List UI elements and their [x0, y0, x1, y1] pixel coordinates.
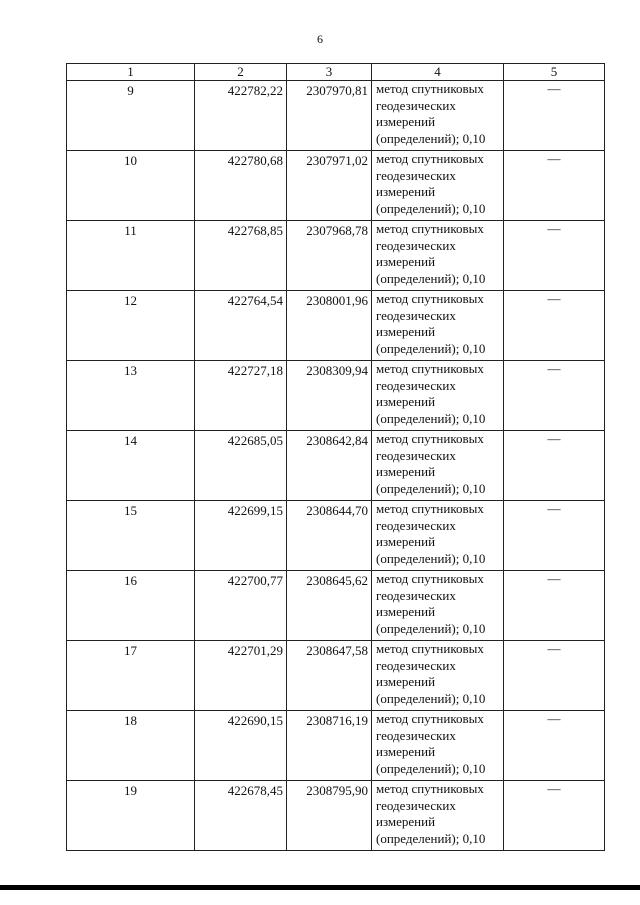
x-coordinate-cell: 422701,29 [195, 641, 287, 711]
x-coordinate-cell: 422727,18 [195, 361, 287, 431]
table-row [67, 781, 605, 851]
dash-cell: — [504, 431, 605, 501]
page-number: 6 [317, 32, 323, 46]
method-cell: метод спутниковых геодезических измерений (определений); 0,10 [372, 641, 504, 711]
table-row [67, 81, 605, 151]
point-number-cell: 19 [67, 781, 195, 851]
dash-cell: — [504, 781, 605, 851]
y-coordinate-cell: 2307968,78 [287, 221, 372, 291]
point-number-cell: 12 [67, 291, 195, 361]
header-cell-3: 3 [287, 64, 372, 81]
dash-cell: — [504, 641, 605, 711]
table-row [67, 501, 605, 571]
x-coordinate-cell: 422700,77 [195, 571, 287, 641]
x-coordinate-cell: 422678,45 [195, 781, 287, 851]
method-cell: метод спутниковых геодезических измерений (определений); 0,10 [372, 431, 504, 501]
dash-cell: — [504, 571, 605, 641]
y-coordinate-cell: 2308795,90 [287, 781, 372, 851]
point-number-cell: 17 [67, 641, 195, 711]
y-coordinate-cell: 2308645,62 [287, 571, 372, 641]
dash-cell: — [504, 361, 605, 431]
method-cell: метод спутниковых геодезических измерений (определений); 0,10 [372, 221, 504, 291]
y-coordinate-cell: 2307971,02 [287, 151, 372, 221]
header-cell-5: 5 [504, 64, 605, 81]
point-number-cell: 9 [67, 81, 195, 151]
method-cell: метод спутниковых геодезических измерений (определений); 0,10 [372, 571, 504, 641]
header-cell-1: 1 [67, 64, 195, 81]
x-coordinate-cell: 422699,15 [195, 501, 287, 571]
table-row [67, 641, 605, 711]
table-row [67, 431, 605, 501]
dash-cell: — [504, 501, 605, 571]
y-coordinate-cell: 2307970,81 [287, 81, 372, 151]
table-row [67, 291, 605, 361]
header-row [67, 64, 605, 81]
x-coordinate-cell: 422690,15 [195, 711, 287, 781]
x-coordinate-cell: 422780,68 [195, 151, 287, 221]
x-coordinate-cell: 422685,05 [195, 431, 287, 501]
point-number-cell: 10 [67, 151, 195, 221]
x-coordinate-cell: 422782,22 [195, 81, 287, 151]
method-cell: метод спутниковых геодезических измерений (определений); 0,10 [372, 151, 504, 221]
point-number-cell: 16 [67, 571, 195, 641]
dash-cell: — [504, 711, 605, 781]
header-cell-2: 2 [195, 64, 287, 81]
y-coordinate-cell: 2308716,19 [287, 711, 372, 781]
y-coordinate-cell: 2308642,84 [287, 431, 372, 501]
y-coordinate-cell: 2308647,58 [287, 641, 372, 711]
coordinates-table [66, 63, 605, 851]
point-number-cell: 11 [67, 221, 195, 291]
footer-rule [0, 885, 640, 890]
method-cell: метод спутниковых геодезических измерений (определений); 0,10 [372, 781, 504, 851]
table-row [67, 151, 605, 221]
point-number-cell: 13 [67, 361, 195, 431]
y-coordinate-cell: 2308001,96 [287, 291, 372, 361]
method-cell: метод спутниковых геодезических измерений (определений); 0,10 [372, 81, 504, 151]
point-number-cell: 15 [67, 501, 195, 571]
table-row [67, 571, 605, 641]
table-row [67, 361, 605, 431]
method-cell: метод спутниковых геодезических измерений (определений); 0,10 [372, 501, 504, 571]
dash-cell: — [504, 151, 605, 221]
y-coordinate-cell: 2308309,94 [287, 361, 372, 431]
point-number-cell: 14 [67, 431, 195, 501]
x-coordinate-cell: 422764,54 [195, 291, 287, 361]
table-body [67, 81, 605, 851]
table-row [67, 711, 605, 781]
method-cell: метод спутниковых геодезических измерений (определений); 0,10 [372, 711, 504, 781]
method-cell: метод спутниковых геодезических измерений (определений); 0,10 [372, 361, 504, 431]
x-coordinate-cell: 422768,85 [195, 221, 287, 291]
method-cell: метод спутниковых геодезических измерений (определений); 0,10 [372, 291, 504, 361]
dash-cell: — [504, 221, 605, 291]
y-coordinate-cell: 2308644,70 [287, 501, 372, 571]
table-row [67, 221, 605, 291]
point-number-cell: 18 [67, 711, 195, 781]
dash-cell: — [504, 291, 605, 361]
dash-cell: — [504, 81, 605, 151]
header-cell-4: 4 [372, 64, 504, 81]
